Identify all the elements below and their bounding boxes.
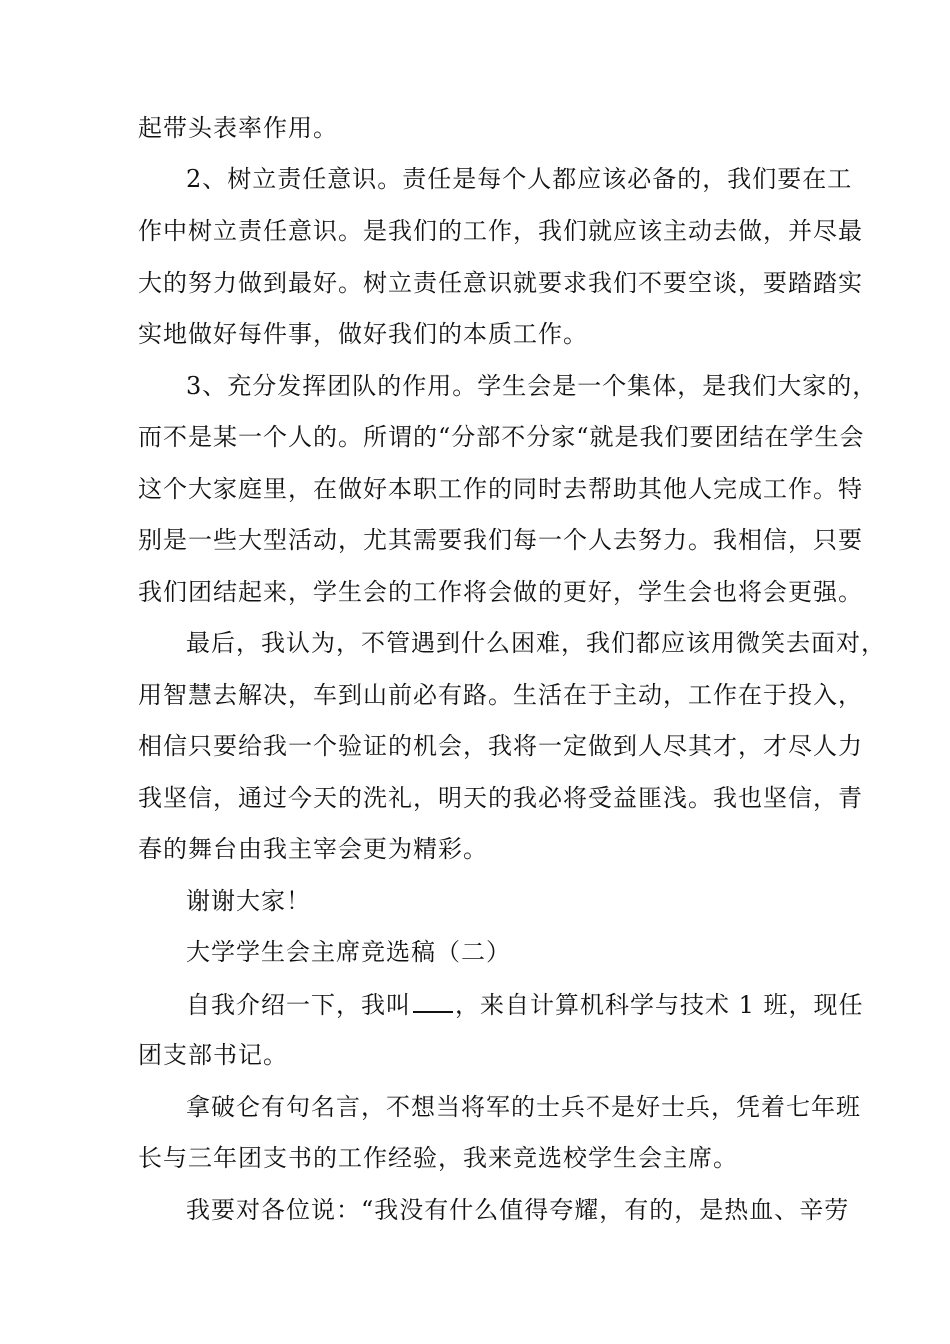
section-title: 大学学生会主席竞选稿（二） bbox=[186, 938, 511, 966]
text-segment: 自我介绍一下，我叫 bbox=[186, 991, 411, 1019]
text-line: 用智慧去解决，车到山前必有路。生活在于主动，工作在于投入， bbox=[138, 681, 863, 709]
text-line: 春的舞台由我主宰会更为精彩。 bbox=[138, 835, 488, 863]
text-line: 我要对各位说：“我没有什么值得夸耀，有的，是热血、辛劳 bbox=[186, 1196, 850, 1224]
text-line: 起带头表率作用。 bbox=[138, 114, 338, 142]
text-line: 而不是某一个人的。所谓的“分部不分家“就是我们要团结在学生会 bbox=[138, 423, 865, 451]
text-line: 我坚信，通过今天的洗礼，明天的我必将受益匪浅。我也坚信，青 bbox=[138, 784, 863, 812]
text-line: 3、充分发挥团队的作用。学生会是一个集体，是我们大家的， bbox=[186, 372, 878, 400]
text-line: 实地做好每件事，做好我们的本质工作。 bbox=[138, 320, 588, 348]
text-segment: ，来自计算机科学与技术 1 班，现任 bbox=[455, 991, 864, 1019]
text-line bbox=[186, 989, 864, 1020]
text-line: 我们团结起来，学生会的工作将会做的更好，学生会也将会更强。 bbox=[138, 578, 863, 606]
text-line: 别是一些大型活动，尤其需要我们每一个人去努力。我相信，只要 bbox=[138, 526, 863, 554]
text-line: 作中树立责任意识。是我们的工作，我们就应该主动去做，并尽最 bbox=[138, 217, 863, 245]
text-line: 长与三年团支书的工作经验，我来竞选校学生会主席。 bbox=[138, 1144, 738, 1172]
text-line: 拿破仑有句名言，不想当将军的士兵不是好士兵，凭着七年班 bbox=[186, 1093, 861, 1121]
text-line: 2、树立责任意识。责任是每个人都应该必备的，我们要在工 bbox=[186, 165, 853, 193]
closing-line: 谢谢大家！ bbox=[186, 887, 311, 915]
text-line: 这个大家庭里，在做好本职工作的同时去帮助其他人完成工作。特 bbox=[138, 475, 863, 503]
text-line: 最后，我认为，不管遇到什么困难，我们都应该用微笑去面对， bbox=[186, 629, 886, 657]
name-blank bbox=[413, 989, 453, 1013]
text-line: 相信只要给我一个验证的机会，我将一定做到人尽其才，才尽人力 bbox=[138, 732, 863, 760]
text-line: 大的努力做到最好。树立责任意识就要求我们不要空谈，要踏踏实 bbox=[138, 269, 863, 297]
text-line: 团支部书记。 bbox=[138, 1041, 288, 1069]
